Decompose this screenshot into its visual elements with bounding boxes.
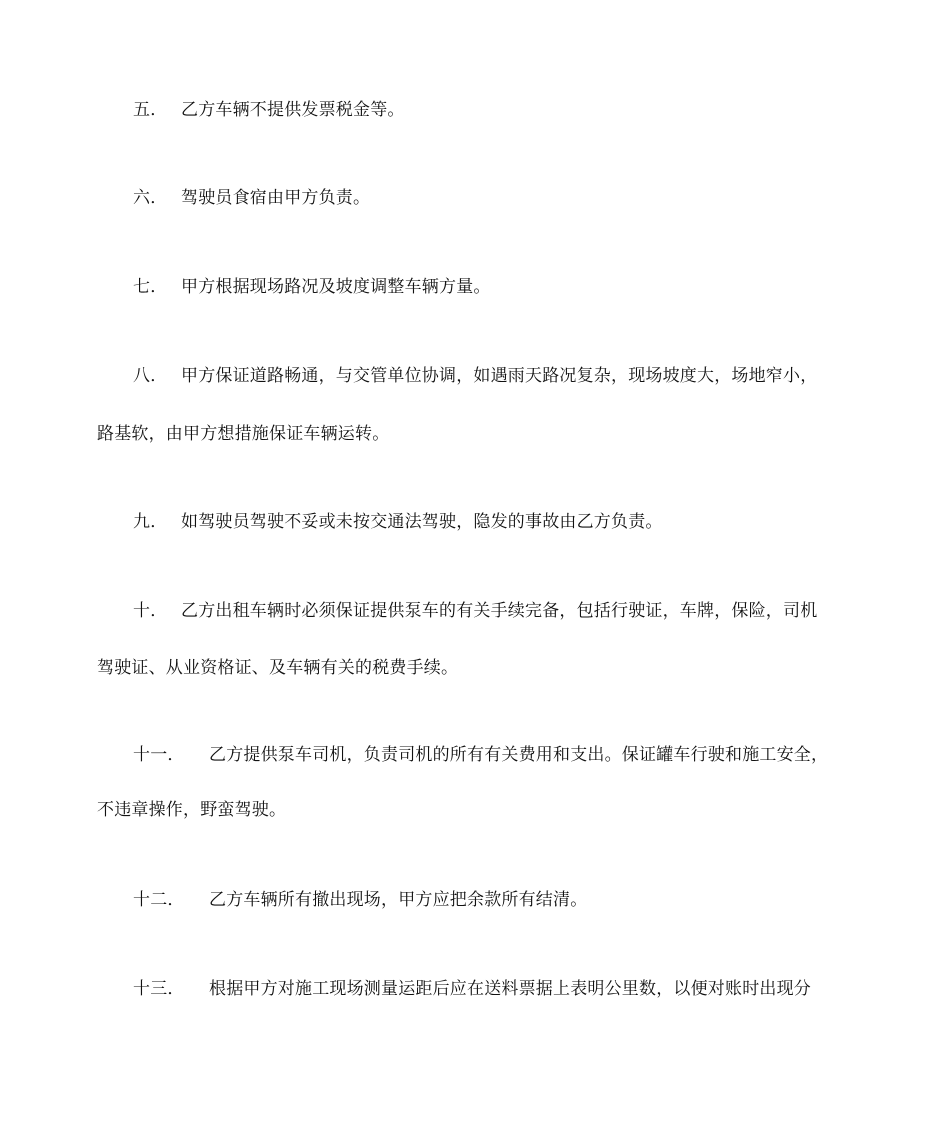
clause-text: 乙方提供泵车司机，负责司机的所有有关费用和支出。保证罐车行驶和施工安全， xyxy=(209,745,829,765)
clause-12 xyxy=(133,889,587,911)
clause-text: 甲方保证道路畅通，与交管单位协调，如遇雨天路况复杂，现场坡度大，场地窄小， xyxy=(181,366,818,386)
clause-number: 五． xyxy=(133,100,168,120)
clause-8-continuation: 路基软，由甲方想措施保证车辆运转。 xyxy=(97,424,390,444)
clause-11-continuation: 不违章操作，野蛮驾驶。 xyxy=(97,800,287,820)
clause-9 xyxy=(133,511,663,533)
clause-text: 根据甲方对施工现场测量运距后应在送料票据上表明公里数，以便对账时出现分 xyxy=(209,979,811,999)
clause-number: 九． xyxy=(133,512,168,532)
clause-5 xyxy=(133,99,405,121)
clause-number: 六． xyxy=(133,188,168,208)
clause-text: 乙方车辆不提供发票税金等。 xyxy=(181,100,405,120)
clause-7 xyxy=(133,276,491,298)
clause-13 xyxy=(133,978,811,1000)
clause-text: 驾驶员食宿由甲方负责。 xyxy=(181,188,371,208)
clause-number: 八． xyxy=(133,366,168,386)
clause-8 xyxy=(133,365,817,387)
clause-10-continuation: 驾驶证、从业资格证、及车辆有关的税费手续。 xyxy=(97,658,459,678)
clause-10 xyxy=(133,600,817,622)
clause-text: 甲方根据现场路况及坡度调整车辆方量。 xyxy=(181,277,491,297)
clause-number: 七． xyxy=(133,277,168,297)
clause-text: 乙方车辆所有撤出现场，甲方应把余款所有结清。 xyxy=(209,890,588,910)
clause-6 xyxy=(133,187,370,209)
clause-number: 十． xyxy=(133,601,168,621)
clause-text: 如驾驶员驾驶不妥或未按交通法驾驶，隐发的事故由乙方负责。 xyxy=(181,512,663,532)
clause-text: 乙方出租车辆时必须保证提供泵车的有关手续完备，包括行驶证，车牌，保险，司机 xyxy=(181,601,818,621)
clause-11 xyxy=(133,744,828,766)
clause-number: 十二． xyxy=(133,890,185,910)
clause-number: 十三． xyxy=(133,979,185,999)
clause-number: 十一． xyxy=(133,745,185,765)
